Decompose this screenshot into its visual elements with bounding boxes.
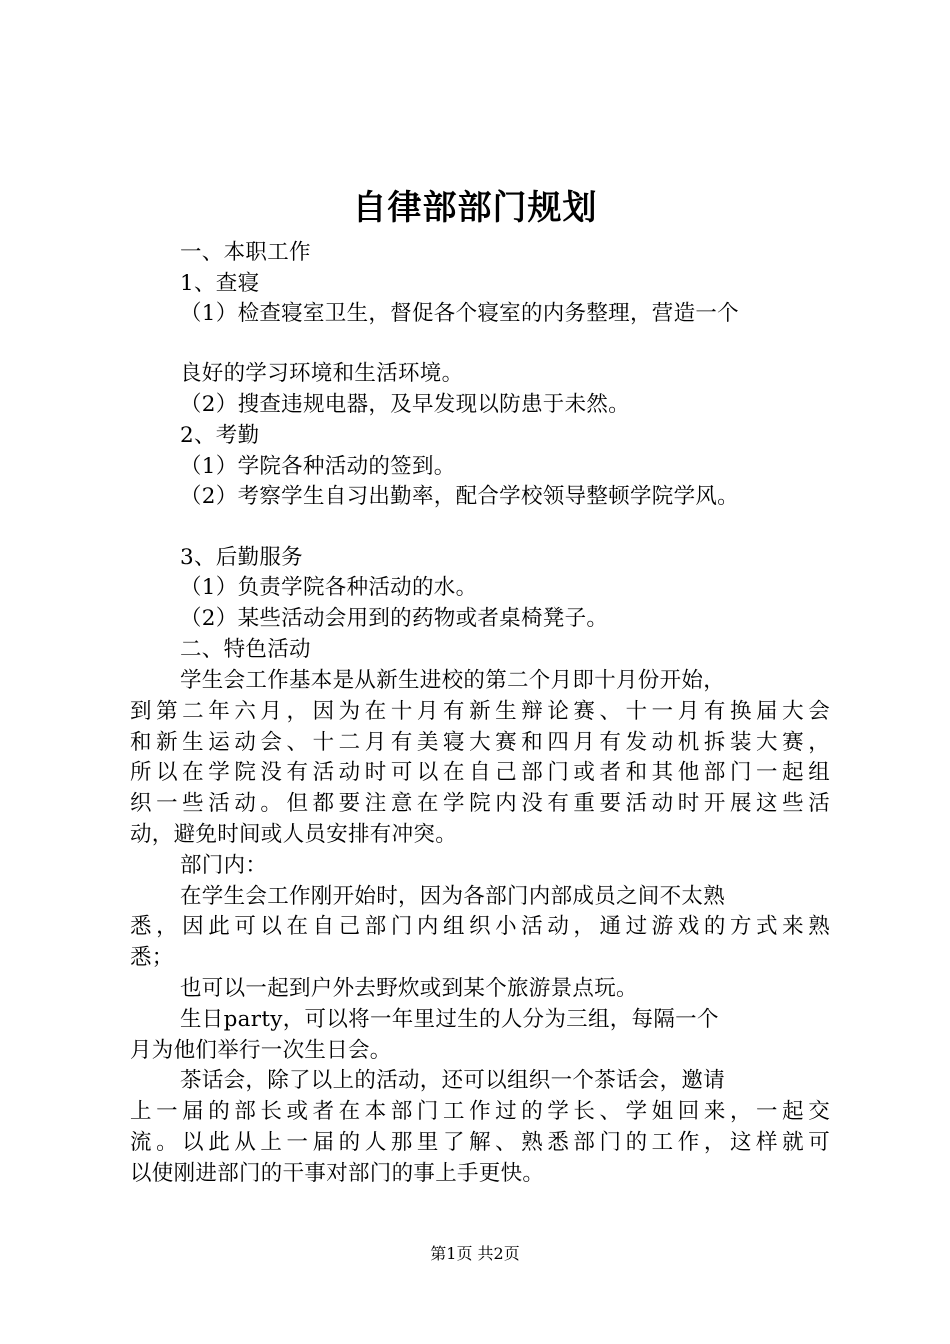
paragraph-line: 在学生会工作刚开始时，因为各部门内部成员之间不太熟 [180, 884, 726, 909]
document-title: 自律部部门规划 [352, 188, 598, 228]
paragraph-line: 流。以此从上一届的人那里了解、熟悉部门的工作，这样就可 [130, 1130, 830, 1155]
page-footer: 第1页 共2页 [430, 1244, 520, 1263]
paragraph-line: 上一届的部长或者在本部门工作过的学长、学姐回来，一起交 [130, 1099, 830, 1124]
paragraph-line: 也可以一起到户外去野炊或到某个旅游景点玩。 [180, 976, 638, 1001]
paragraph-line: （1）负责学院各种活动的水。 [180, 575, 478, 600]
paragraph-line: 动，避免时间或人员安排有冲突。 [130, 822, 458, 847]
paragraph-line: （1）学院各种活动的签到。 [180, 454, 456, 479]
subheading-attendance: 2、考勤 [180, 423, 260, 448]
paragraph-line: 和新生运动会、十二月有美寝大赛和四月有发动机拆装大赛， [130, 730, 830, 755]
paragraph-line: 茶话会，除了以上的活动，还可以组织一个茶话会，邀请 [180, 1068, 726, 1093]
heading-special-activities: 二、特色活动 [180, 637, 311, 662]
paragraph-line: 悉，因此可以在自己部门内组织小活动，通过游戏的方式来熟 [130, 914, 830, 939]
paragraph-line: （1）检查寝室卫生，督促各个寝室的内务整理，营造一个 [180, 301, 739, 326]
paragraph-line: 悉； [130, 945, 174, 970]
paragraph-line: （2）考察学生自习出勤率，配合学校领导整顿学院学风。 [180, 484, 739, 509]
paragraph-line: 到第二年六月，因为在十月有新生辩论赛、十一月有换届大会 [130, 699, 830, 724]
subheading-logistics: 3、后勤服务 [180, 545, 303, 570]
paragraph-line: （2）某些活动会用到的药物或者桌椅凳子。 [180, 606, 609, 631]
paragraph-line: 所以在学院没有活动时可以在自己部门或者和其他部门一起组 [130, 760, 830, 785]
paragraph-line: 织一些活动。但都要注意在学院内没有重要活动时开展这些活 [130, 791, 830, 816]
subheading-within-department: 部门内： [180, 853, 268, 878]
paragraph-line: 月为他们举行一次生日会。 [130, 1038, 392, 1063]
paragraph-line: 生日party，可以将一年里过生的人分为三组，每隔一个 [180, 1007, 719, 1032]
subheading-dorm-check: 1、查寝 [180, 271, 260, 296]
paragraph-line: 良好的学习环境和生活环境。 [180, 361, 464, 386]
paragraph-line: （2）搜查违规电器，及早发现以防患于未然。 [180, 392, 630, 417]
heading-duties: 一、本职工作 [180, 240, 311, 265]
paragraph-line: 学生会工作基本是从新生进校的第二个月即十月份开始， [180, 668, 726, 693]
paragraph-line: 以使刚进部门的干事对部门的事上手更快。 [130, 1161, 545, 1186]
